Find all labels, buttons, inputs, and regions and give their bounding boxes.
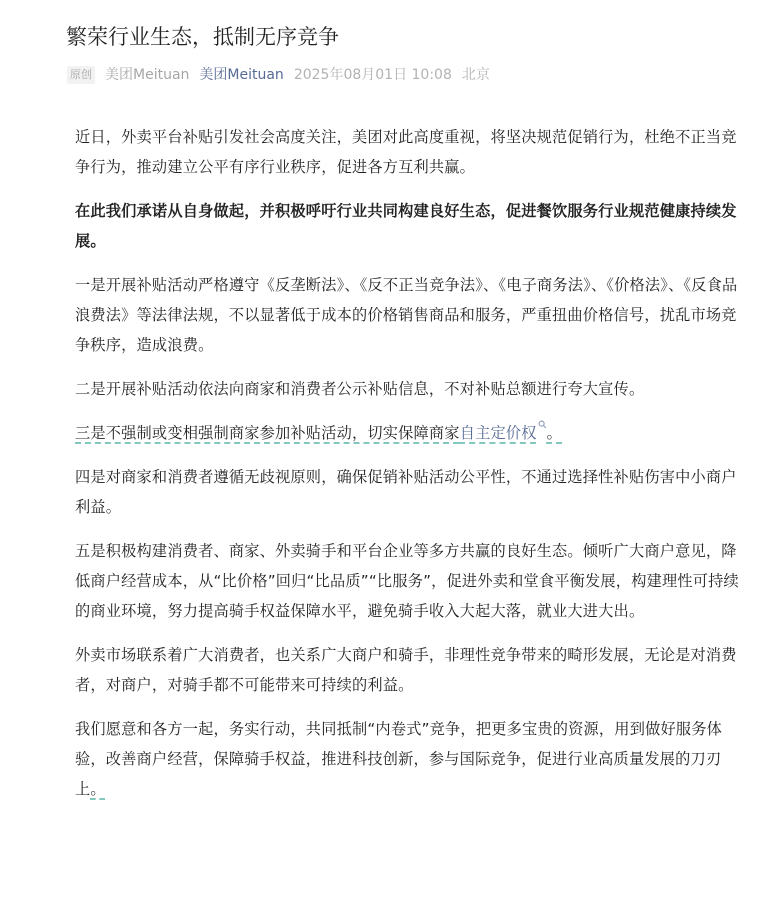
paragraph-commitment: 在此我们承诺从自身做起，并积极呼吁行业共同构建良好生态，促进餐饮服务行业规范健康持续发展。 xyxy=(75,202,737,250)
closing-end: 。 xyxy=(90,780,106,798)
paragraph-point-3 xyxy=(75,418,743,448)
original-badge: 原创 xyxy=(67,66,95,84)
closing-text: 我们愿意和各方一起，务实行动，共同抵制“内卷式”竞争，把更多宝贵的资源，用到做好服务体验，改善商户经营，保障骑手权益，推进科技创新，参与国际竞争，促进行业高质量发展的刀刃上 xyxy=(75,720,723,798)
paragraph-market: 外卖市场联系着广大消费者，也关系广大商户和骑手，非理性竞争带来的畸形发展，无论是对消费者，对商户，对骑手都不可能带来可持续的利益。 xyxy=(75,646,737,694)
point-3-end: 。 xyxy=(546,424,563,442)
publish-location: 北京 xyxy=(461,67,490,83)
point-3-text: 三是不强制或变相强制商家参加补贴活动，切实保障商家 xyxy=(75,424,460,442)
pricing-search-link[interactable] xyxy=(460,424,547,442)
publish-date: 2025年08月01日 10:08 xyxy=(293,67,452,83)
paragraph-point-2: 二是开展补贴活动依法向商家和消费者公示补贴信息，不对补贴总额进行夸大宣传。 xyxy=(75,380,645,398)
paragraph-point-5: 五是积极构建消费者、商家、外卖骑手和平台企业等多方共赢的良好生态。倾听广大商户意见，降低商户经营成本，从“比价格”回归“比品质”“比服务”，促进外卖和堂食平衡发展，构建理性可持续的商业环境，努力提高骑手权益保障水平，避免骑手收入大起大落，就业大进大出。 xyxy=(75,542,739,620)
account-link[interactable]: 美团Meituan xyxy=(199,67,284,83)
paragraph-point-4: 四是对商家和消费者遵循无歧视原则，确保促销补贴活动公平性，不通过选择性补贴伤害中小商户利益。 xyxy=(75,468,737,516)
article-content xyxy=(75,122,743,818)
article-meta xyxy=(67,64,490,86)
paragraph-intro: 近日，外卖平台补贴引发社会高度关注，美团对此高度重视，将坚决规范促销行为，杜绝不正当竞争行为，推动建立公平有序行业秩序，促进各方互利共赢。 xyxy=(75,128,737,176)
paragraph-closing xyxy=(75,714,743,804)
author-name: 美团Meituan xyxy=(105,67,190,83)
pricing-search-link-label: 自主定价权 xyxy=(459,424,537,442)
article-title: 繁荣行业生态，抵制无序竞争 xyxy=(66,25,339,49)
paragraph-point-1: 一是开展补贴活动严格遵守《反垄断法》、《反不正当竞争法》、《电子商务法》、《价格法》、《反食品浪费法》等法律法规，不以显著低于成本的价格销售商品和服务，严重扭曲价格信号，扰乱市场竞争秩序，造成浪费。 xyxy=(75,276,738,354)
search-icon xyxy=(538,420,547,429)
